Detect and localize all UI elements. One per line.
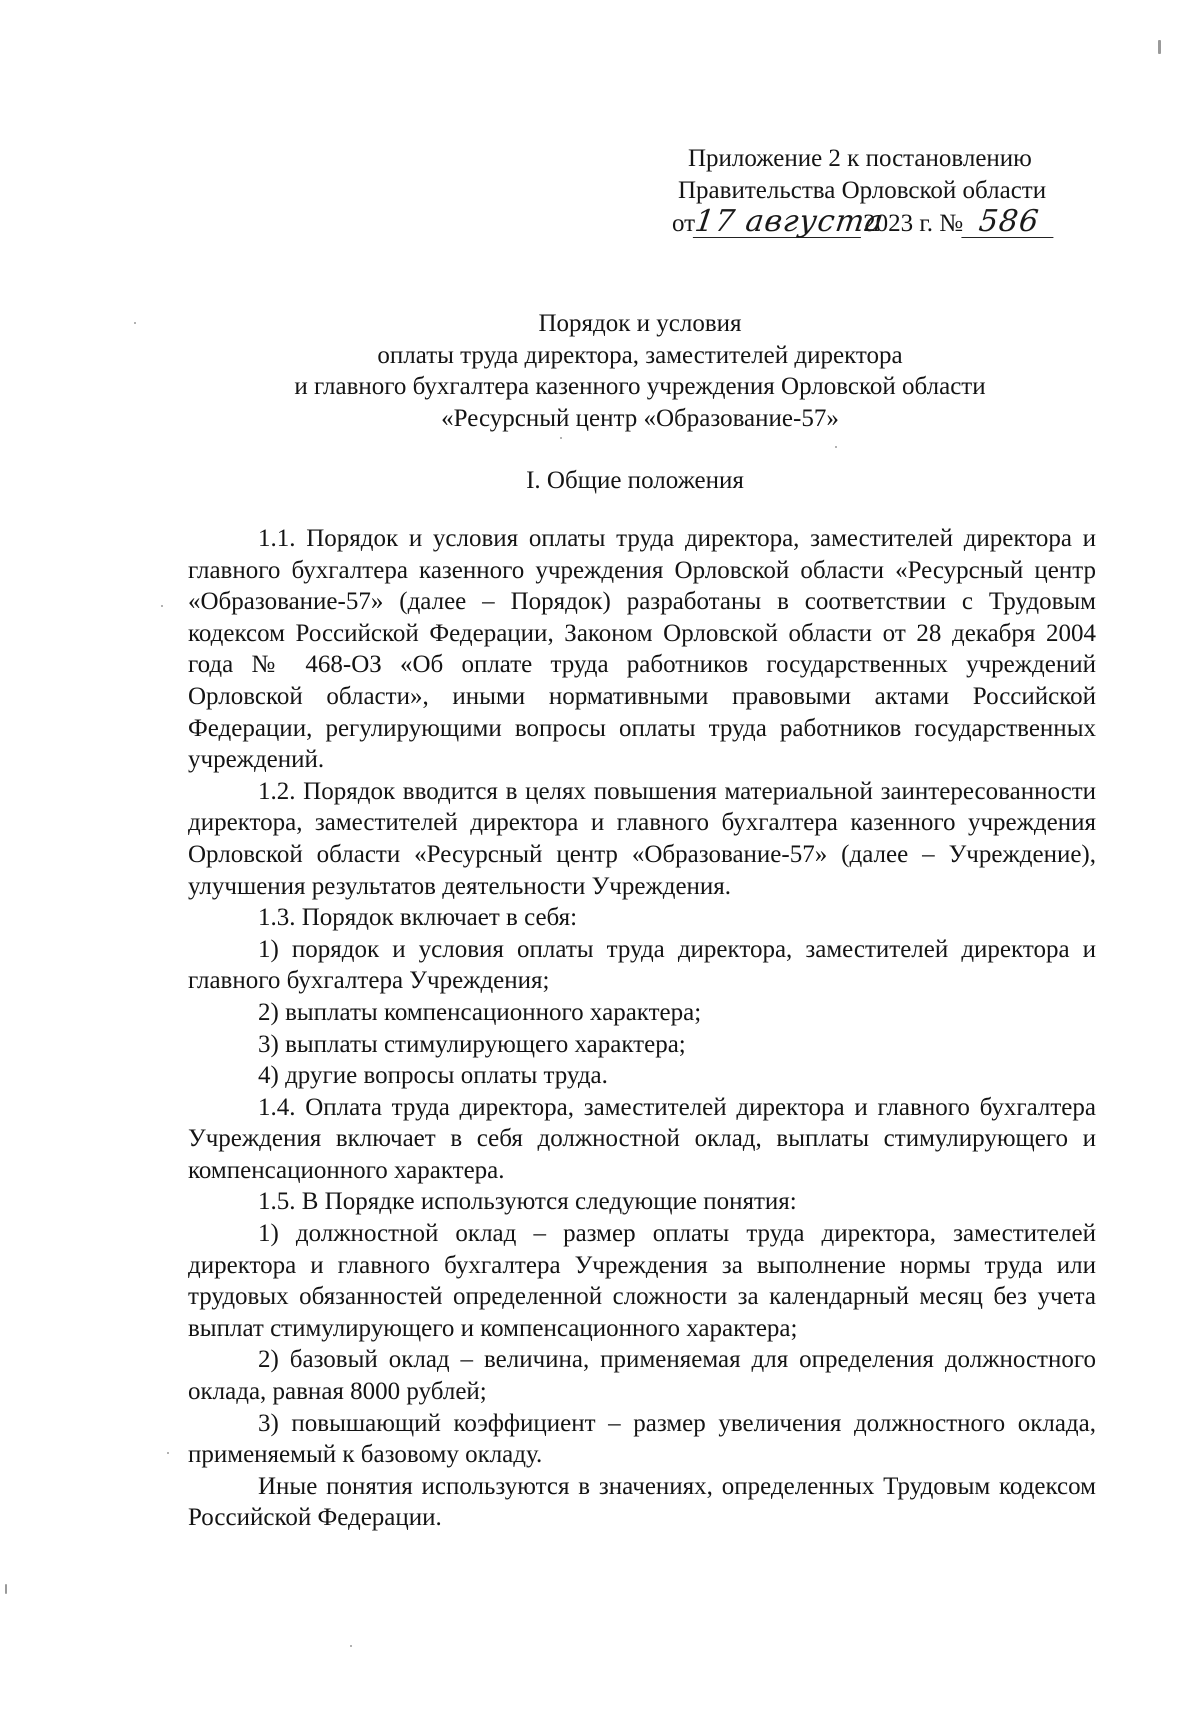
title-line-3: и главного бухгалтера казенного учреждения Орловской области: [294, 373, 986, 400]
scan-speck: [1158, 40, 1161, 54]
paragraph-1-3: 1.3. Порядок включает в себя:: [258, 904, 578, 932]
closing-paragraph: Иные понятия используются в значениях, определенных Трудовым кодексом Российской Федерации.: [188, 1472, 1096, 1532]
scan-speck: [167, 1452, 169, 1454]
list-item-1-5-3: 3) повышающий коэффициент – размер увеличения должностного оклада, применяемый к базовому окладу.: [188, 1409, 1096, 1469]
scan-speck: [161, 605, 163, 607]
list-item-1-5-2: 2) базовый оклад – величина, применяемая для определения должностного оклада, равная 8000 рублей;: [188, 1346, 1096, 1406]
annex-year-number-label: 2023 г. №: [863, 210, 964, 237]
handwritten-number: 586: [962, 207, 1057, 238]
paragraph-1-1: 1.1. Порядок и условия оплаты труда директора, заместителей директора и главного бухгалтера казенного учреждения Орловской области «Ресурсный центр «Образование-57» (далее – Порядок) разработаны в соответствии с Трудовым кодексом Российской Федерации, Законом Орловской области от 28 декабря 2004 года № 468-ОЗ «Об оплате труда работников государственных учреждений Орловской области», иными нормативными правовыми актами Российской Федерации, регулирующими вопросы оплаты труда работников государственных учреждений.: [188, 525, 1096, 774]
list-item-1-3-4: 4) другие вопросы оплаты труда.: [258, 1062, 608, 1090]
scan-speck: [560, 437, 562, 439]
annex-line-1: Приложение 2 к постановлению: [688, 145, 1032, 172]
list-item-1-3-1: 1) порядок и условия оплаты труда директора, заместителей директора и главного бухгалтера Учреждения;: [188, 935, 1096, 995]
list-item-1-5-1: 1) должностной оклад – размер оплаты труда директора, заместителей директора и главного бухгалтера Учреждения за выполнение нормы труда или трудовых обязанностей определенной сложности за календарный месяц без учета выплат стимулирующего и компенсационного характера;: [188, 1220, 1096, 1342]
list-item-1-3-2: 2) выплаты компенсационного характера;: [258, 998, 702, 1026]
scan-speck: [350, 1645, 352, 1647]
scan-speck: [5, 1584, 7, 1594]
paragraph-1-2: 1.2. Порядок вводится в целях повышения материальной заинтересованности директора, заместителей директора и главного бухгалтера казенного учреждения Орловской области «Ресурсный центр «Образование-57» (далее – Учреждение), улучшения результатов деятельности Учреждения.: [188, 777, 1096, 900]
annex-header: [660, 143, 1080, 240]
scan-speck: [134, 322, 136, 324]
annex-line-3: [660, 204, 1080, 240]
title-line-2: оплаты труда директора, заместителей директора: [377, 341, 903, 369]
annex-prefix: от: [672, 210, 696, 237]
section-heading: I. Общие положения: [526, 467, 744, 494]
title-line-1: Порядок и условия: [538, 310, 742, 337]
handwritten-date: 17 августа: [692, 204, 887, 239]
scan-speck: [835, 446, 837, 448]
paragraph-1-5: 1.5. В Порядке используются следующие понятия:: [258, 1188, 797, 1216]
annex-line-2: Правительства Орловской области: [678, 177, 1047, 204]
document-body: [188, 523, 1096, 1534]
document-title: [0, 308, 1200, 434]
paragraph-1-4: 1.4. Оплата труда директора, заместителей директора и главного бухгалтера Учреждения включает в себя должностной оклад, выплаты стимулирующего и компенсационного характера.: [188, 1093, 1096, 1184]
title-line-4: «Ресурсный центр «Образование-57»: [441, 404, 839, 432]
list-item-1-3-3: 3) выплаты стимулирующего характера;: [258, 1030, 686, 1058]
